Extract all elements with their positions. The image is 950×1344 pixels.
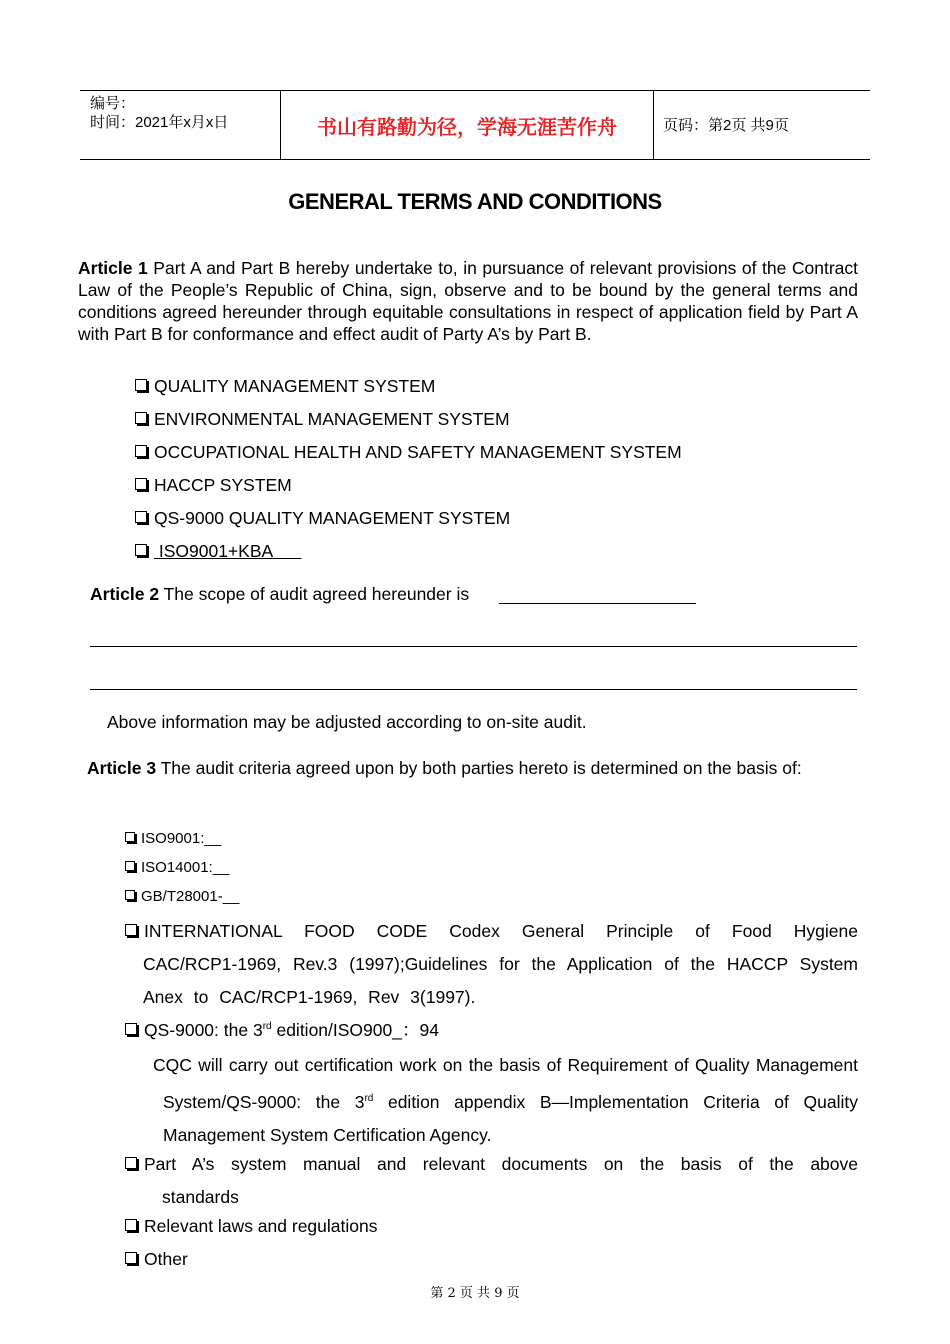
scope-blank-line[interactable]	[90, 689, 857, 690]
option-food-code[interactable]: INTERNATIONAL FOOD CODE Codex General Principle of Food Hygiene CAC/RCP1-1969, Rev.3 (1997);Guidelines for the Application of the HACCP System Anex to CAC/RCP1-1969, Rev 3(1997).	[125, 915, 858, 1014]
number-label: 编号：	[90, 95, 136, 112]
article-3-text: The audit criteria agreed upon by both parties hereto is determined on the basis of:	[156, 758, 802, 778]
scope-blank-line[interactable]	[499, 603, 696, 604]
checkbox-icon[interactable]	[135, 544, 147, 556]
option-haccp[interactable]: HACCP SYSTEM	[135, 475, 292, 496]
checkbox-icon[interactable]	[135, 478, 147, 490]
option-other[interactable]: Other	[125, 1249, 188, 1270]
checkbox-icon[interactable]	[135, 412, 147, 424]
option-iso9001-kba[interactable]: ISO9001+KBA	[135, 541, 301, 562]
article-1-label: Article 1	[78, 258, 148, 278]
header-right-cell	[654, 91, 870, 159]
checkbox-icon[interactable]	[125, 1219, 137, 1231]
option-iso9001[interactable]: ISO9001:__	[125, 830, 221, 847]
article-1-text: Part A and Part B hereby undertake to, in pursuance of relevant provisions of the Contract Law of the People’s Republic of China, sign, observe and to be bound by the general terms and conditions agreed hereunder through equitable consultations in respect of application field by Part A with Part B for conformance and effect audit of Party A’s by Part B.	[78, 258, 859, 344]
page-footer: 第 2 页 共 9 页	[430, 1286, 520, 1301]
cqc-note: CQC will carry out certification work on the basis of Requirement of Quality Management System/QS-9000: the 3rd edition appendix B—Implementation Criteria of Quality Management System Certification Agency.	[153, 1055, 858, 1145]
checkbox-icon[interactable]	[125, 861, 135, 871]
option-qs9000-edition[interactable]: QS-9000: the 3rd edition/ISO900_：94	[125, 1017, 439, 1042]
option-qs9000[interactable]: QS-9000 QUALITY MANAGEMENT SYSTEM	[135, 508, 510, 529]
article-1	[78, 257, 858, 345]
checkbox-icon[interactable]	[135, 445, 147, 457]
checkbox-icon[interactable]	[125, 1023, 137, 1035]
article-3-label: Article 3	[87, 758, 157, 778]
header-middle-cell	[281, 91, 654, 159]
header-table	[80, 90, 870, 160]
adjust-note: Above information may be adjusted according to on-site audit.	[107, 712, 587, 732]
time-label: 时间：2021年x月x日	[90, 114, 229, 131]
option-iso14001[interactable]: ISO14001:__	[125, 859, 229, 876]
checkbox-icon[interactable]	[135, 379, 147, 391]
motto: 书山有路勤为径，学海无涯苦作舟	[317, 114, 617, 139]
document-title: GENERAL TERMS AND CONDITIONS	[288, 189, 662, 214]
article-2	[90, 584, 469, 605]
checkbox-icon[interactable]	[125, 890, 135, 900]
checkbox-icon[interactable]	[135, 511, 147, 523]
option-gbt28001[interactable]: GB/T28001-__	[125, 888, 239, 905]
checkbox-icon[interactable]	[125, 1252, 137, 1264]
checkbox-icon[interactable]	[125, 832, 135, 842]
article-2-text: The scope of audit agreed hereunder is	[159, 584, 470, 604]
option-ohsms[interactable]: OCCUPATIONAL HEALTH AND SAFETY MANAGEMENT SYSTEM	[135, 442, 682, 463]
checkbox-icon[interactable]	[125, 1157, 137, 1169]
scope-blank-line[interactable]	[90, 646, 857, 647]
article-3	[87, 752, 858, 785]
header-left-cell	[80, 91, 281, 159]
option-system-manual[interactable]: Part A’s system manual and relevant documents on the basis of the above standards	[125, 1148, 858, 1214]
option-qms[interactable]: QUALITY MANAGEMENT SYSTEM	[135, 376, 435, 397]
option-laws[interactable]: Relevant laws and regulations	[125, 1216, 377, 1237]
checkbox-icon[interactable]	[125, 924, 137, 936]
article-2-label: Article 2	[90, 584, 160, 604]
page-info: 页码：第2页 共9页	[663, 116, 789, 134]
option-ems[interactable]: ENVIRONMENTAL MANAGEMENT SYSTEM	[135, 409, 510, 430]
